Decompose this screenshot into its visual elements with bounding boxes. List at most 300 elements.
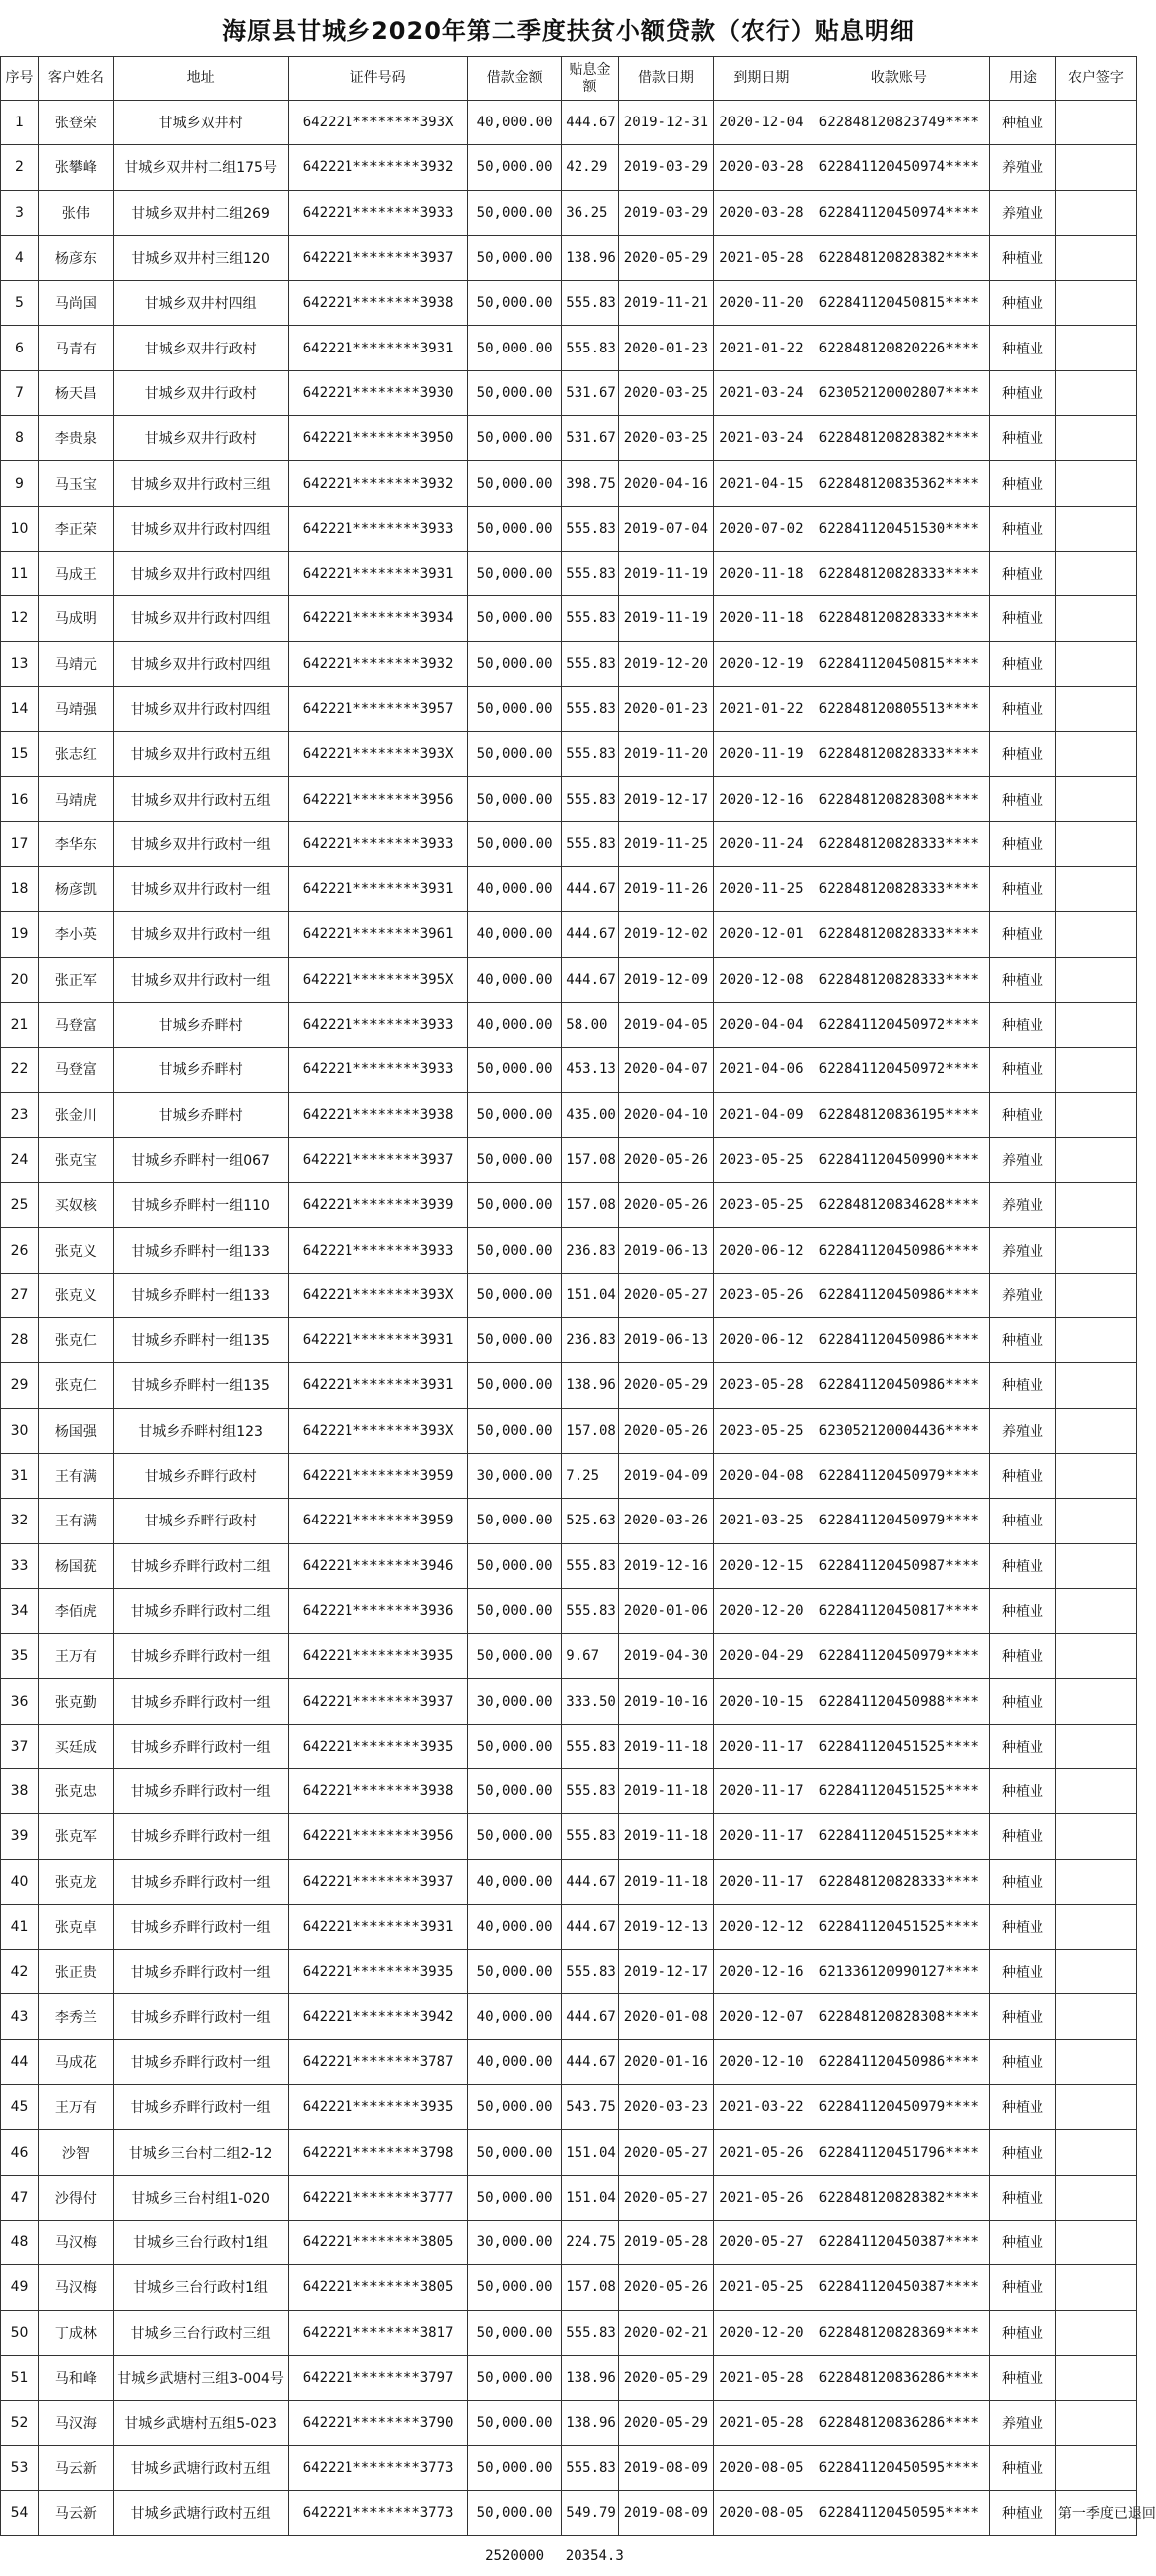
cell-name: 马尚国 (38, 281, 113, 326)
cell-loan-amount: 50,000.00 (467, 1318, 561, 1363)
cell-interest-amount: 151.04 (562, 1273, 618, 1317)
cell-purpose: 养殖业 (990, 1408, 1056, 1453)
cell-index: 32 (1, 1499, 39, 1543)
cell-purpose: 种植业 (990, 281, 1056, 326)
cell-interest-amount: 453.13 (562, 1048, 618, 1092)
cell-purpose: 种植业 (990, 2490, 1056, 2535)
table-row (1, 1363, 1137, 1408)
subsidy-table (0, 56, 1156, 2576)
cell-id-number: 642221********3956 (289, 1814, 468, 1859)
table-row (1, 1904, 1137, 1949)
cell-account: 622848120836286**** (809, 2355, 990, 2400)
cell-id-number: 642221********3933 (289, 1228, 468, 1273)
table-row (1, 1679, 1137, 1724)
table-row (1, 2265, 1137, 2310)
cell-signature (1055, 2130, 1136, 2175)
cell-address: 甘城乡乔畔村一组133 (113, 1273, 288, 1317)
col-header-index: 序号 (1, 57, 39, 101)
cell-due-date: 2020-11-20 (714, 281, 809, 326)
cell-loan-date: 2020-05-27 (618, 2175, 713, 2220)
cell-loan-date: 2020-03-25 (618, 370, 713, 415)
col-header-due-date: 到期日期 (714, 57, 809, 101)
table-row (1, 912, 1137, 957)
table-row (1, 506, 1137, 551)
cell-due-date: 2020-03-28 (714, 190, 809, 235)
cell-loan-date: 2019-11-18 (618, 1859, 713, 1904)
cell-name: 张志红 (38, 732, 113, 777)
cell-purpose: 种植业 (990, 506, 1056, 551)
cell-due-date: 2021-05-28 (714, 235, 809, 280)
cell-purpose: 种植业 (990, 1679, 1056, 1724)
cell-name: 张克军 (38, 1814, 113, 1859)
cell-id-number: 642221********3938 (289, 1768, 468, 1813)
cell-interest-amount: 555.83 (562, 1768, 618, 1813)
cell-address: 甘城乡乔畔行政村一组 (113, 1814, 288, 1859)
cell-loan-amount: 40,000.00 (467, 1994, 561, 2039)
cell-account: 622841120450990**** (809, 1137, 990, 1182)
cell-purpose: 种植业 (990, 1859, 1056, 1904)
cell-name: 张克卓 (38, 1904, 113, 1949)
cell-loan-amount: 50,000.00 (467, 1588, 561, 1633)
table-row (1, 2310, 1137, 2355)
cell-id-number: 642221********3805 (289, 2220, 468, 2264)
cell-purpose: 种植业 (990, 1002, 1056, 1047)
cell-loan-amount: 50,000.00 (467, 732, 561, 777)
cell-id-number: 642221********393X (289, 1273, 468, 1317)
cell-due-date: 2020-12-01 (714, 912, 809, 957)
cell-address: 甘城乡双井村四组 (113, 281, 288, 326)
cell-account: 622848120823749**** (809, 101, 990, 145)
cell-loan-date: 2019-08-09 (618, 2490, 713, 2535)
cell-purpose: 养殖业 (990, 1183, 1056, 1228)
cell-loan-date: 2019-12-20 (618, 641, 713, 686)
cell-interest-amount: 525.63 (562, 1499, 618, 1543)
cell-account: 622848120828333**** (809, 732, 990, 777)
cell-index: 27 (1, 1273, 39, 1317)
cell-account: 622841120450979**** (809, 1453, 990, 1498)
cell-signature (1055, 2310, 1136, 2355)
cell-id-number: 642221********3798 (289, 2130, 468, 2175)
cell-interest-amount: 444.67 (562, 1859, 618, 1904)
cell-interest-amount: 36.25 (562, 190, 618, 235)
cell-loan-amount: 50,000.00 (467, 281, 561, 326)
col-header-signature: 农户签字 (1055, 57, 1136, 101)
cell-name: 马靖虎 (38, 777, 113, 821)
cell-due-date: 2020-03-28 (714, 145, 809, 190)
table-row (1, 416, 1137, 461)
cell-address: 甘城乡乔畔行政村二组 (113, 1543, 288, 1588)
table-row (1, 777, 1137, 821)
cell-id-number: 642221********3933 (289, 506, 468, 551)
cell-address: 甘城乡武塘村五组5-023 (113, 2401, 288, 2446)
cell-id-number: 642221********3933 (289, 1048, 468, 1092)
cell-interest-amount: 444.67 (562, 912, 618, 957)
cell-name: 张伟 (38, 190, 113, 235)
cell-signature (1055, 2175, 1136, 2220)
table-row (1, 2446, 1137, 2490)
cell-loan-amount: 50,000.00 (467, 2085, 561, 2130)
cell-loan-date: 2020-01-23 (618, 326, 713, 370)
cell-address: 甘城乡乔畔村一组135 (113, 1318, 288, 1363)
cell-loan-amount: 50,000.00 (467, 145, 561, 190)
cell-loan-amount: 50,000.00 (467, 1768, 561, 1813)
cell-account: 622848120836195**** (809, 1092, 990, 1137)
cell-id-number: 642221********3938 (289, 281, 468, 326)
cell-account: 622848120828333**** (809, 957, 990, 1002)
cell-loan-amount: 50,000.00 (467, 2446, 561, 2490)
cell-id-number: 642221********3959 (289, 1453, 468, 1498)
table-row (1, 461, 1137, 506)
cell-id-number: 642221********3937 (289, 1859, 468, 1904)
cell-purpose: 种植业 (990, 1453, 1056, 1498)
cell-signature (1055, 1002, 1136, 1047)
cell-id-number: 642221********3935 (289, 1634, 468, 1679)
cell-id-number: 642221********3937 (289, 1137, 468, 1182)
cell-account: 621336120990127**** (809, 1950, 990, 1994)
cell-signature (1055, 2401, 1136, 2446)
cell-name: 张克义 (38, 1273, 113, 1317)
cell-account: 622841120451530**** (809, 506, 990, 551)
cell-signature (1055, 1453, 1136, 1498)
cell-loan-amount: 50,000.00 (467, 235, 561, 280)
cell-due-date: 2020-12-04 (714, 101, 809, 145)
cell-purpose: 种植业 (990, 2265, 1056, 2310)
cell-interest-amount: 236.83 (562, 1228, 618, 1273)
cell-account: 622841120451525**** (809, 1724, 990, 1768)
col-header-name: 客户姓名 (38, 57, 113, 101)
cell-name: 马成明 (38, 596, 113, 641)
col-header-purpose: 用途 (990, 57, 1056, 101)
cell-index: 33 (1, 1543, 39, 1588)
cell-loan-date: 2020-02-21 (618, 2310, 713, 2355)
cell-purpose: 种植业 (990, 1363, 1056, 1408)
cell-account: 622848120834628**** (809, 1183, 990, 1228)
cell-purpose: 种植业 (990, 641, 1056, 686)
cell-due-date: 2021-03-24 (714, 416, 809, 461)
cell-interest-amount: 157.08 (562, 2265, 618, 2310)
cell-index: 54 (1, 2490, 39, 2535)
cell-signature (1055, 416, 1136, 461)
cell-interest-amount: 444.67 (562, 1904, 618, 1949)
cell-due-date: 2020-11-18 (714, 596, 809, 641)
cell-id-number: 642221********393X (289, 732, 468, 777)
cell-due-date: 2020-12-20 (714, 1588, 809, 1633)
cell-loan-amount: 50,000.00 (467, 1183, 561, 1228)
cell-id-number: 642221********3805 (289, 2265, 468, 2310)
cell-id-number: 642221********3935 (289, 1950, 468, 1994)
table-row (1, 1499, 1137, 1543)
cell-signature (1055, 2355, 1136, 2400)
cell-id-number: 642221********3773 (289, 2446, 468, 2490)
cell-name: 马云新 (38, 2490, 113, 2535)
table-row (1, 821, 1137, 866)
cell-loan-amount: 50,000.00 (467, 1724, 561, 1768)
cell-address: 甘城乡乔畔村 (113, 1048, 288, 1092)
cell-purpose: 养殖业 (990, 145, 1056, 190)
cell-account: 622841120451525**** (809, 1814, 990, 1859)
cell-signature (1055, 2265, 1136, 2310)
cell-account: 622848120828333**** (809, 551, 990, 595)
cell-loan-amount: 50,000.00 (467, 641, 561, 686)
cell-loan-date: 2019-11-18 (618, 1768, 713, 1813)
cell-name: 买廷成 (38, 1724, 113, 1768)
cell-account: 622848120828333**** (809, 596, 990, 641)
cell-loan-date: 2019-10-16 (618, 1679, 713, 1724)
cell-id-number: 642221********3935 (289, 1724, 468, 1768)
cell-account: 622841120450974**** (809, 190, 990, 235)
cell-purpose: 种植业 (990, 1994, 1056, 2039)
cell-index: 35 (1, 1634, 39, 1679)
cell-loan-amount: 40,000.00 (467, 1002, 561, 1047)
cell-index: 45 (1, 2085, 39, 2130)
cell-loan-amount: 50,000.00 (467, 326, 561, 370)
cell-due-date: 2021-03-24 (714, 370, 809, 415)
cell-index: 16 (1, 777, 39, 821)
cell-loan-date: 2019-11-26 (618, 867, 713, 912)
cell-id-number: 642221********3959 (289, 1499, 468, 1543)
cell-loan-date: 2020-05-26 (618, 2265, 713, 2310)
cell-loan-date: 2019-04-09 (618, 1453, 713, 1498)
table-row (1, 370, 1137, 415)
cell-name: 张克仁 (38, 1318, 113, 1363)
cell-account: 622841120450387**** (809, 2220, 990, 2264)
cell-loan-date: 2019-08-09 (618, 2446, 713, 2490)
cell-loan-date: 2019-11-25 (618, 821, 713, 866)
cell-id-number: 642221********3777 (289, 2175, 468, 2220)
cell-id-number: 642221********3932 (289, 641, 468, 686)
cell-id-number: 642221********3931 (289, 1318, 468, 1363)
cell-account: 622848120828382**** (809, 235, 990, 280)
cell-id-number: 642221********3932 (289, 461, 468, 506)
cell-loan-date: 2020-05-26 (618, 1183, 713, 1228)
table-row (1, 1724, 1137, 1768)
cell-index: 25 (1, 1183, 39, 1228)
cell-index: 53 (1, 2446, 39, 2490)
cell-account: 622841120450979**** (809, 1634, 990, 1679)
cell-due-date: 2020-04-29 (714, 1634, 809, 1679)
cell-name: 马青有 (38, 326, 113, 370)
table-row (1, 1048, 1137, 1092)
cell-loan-date: 2020-01-16 (618, 2039, 713, 2084)
cell-address: 甘城乡乔畔行政村二组 (113, 1588, 288, 1633)
cell-due-date: 2020-06-12 (714, 1318, 809, 1363)
header-row (1, 57, 1137, 101)
cell-account: 622848120835362**** (809, 461, 990, 506)
cell-due-date: 2021-03-25 (714, 1499, 809, 1543)
cell-index: 14 (1, 686, 39, 731)
cell-account: 622841120451525**** (809, 1768, 990, 1813)
cell-index: 24 (1, 1137, 39, 1182)
table-row (1, 1768, 1137, 1813)
cell-index: 42 (1, 1950, 39, 1994)
cell-loan-date: 2019-04-30 (618, 1634, 713, 1679)
cell-address: 甘城乡双井村二组269 (113, 190, 288, 235)
table-row (1, 1092, 1137, 1137)
cell-loan-date: 2020-03-26 (618, 1499, 713, 1543)
cell-interest-amount: 151.04 (562, 2175, 618, 2220)
cell-id-number: 642221********3933 (289, 821, 468, 866)
cell-name: 张克义 (38, 1228, 113, 1273)
cell-address: 甘城乡双井行政村 (113, 416, 288, 461)
table-row (1, 145, 1137, 190)
cell-signature (1055, 1950, 1136, 1994)
cell-loan-amount: 50,000.00 (467, 777, 561, 821)
cell-loan-date: 2019-11-19 (618, 596, 713, 641)
cell-index: 4 (1, 235, 39, 280)
cell-due-date: 2020-12-16 (714, 1950, 809, 1994)
cell-due-date: 2020-05-27 (714, 2220, 809, 2264)
table-row (1, 1814, 1137, 1859)
cell-loan-date: 2019-03-29 (618, 145, 713, 190)
cell-loan-date: 2019-05-28 (618, 2220, 713, 2264)
cell-account: 622841120450986**** (809, 1273, 990, 1317)
table-row (1, 2130, 1137, 2175)
cell-loan-amount: 30,000.00 (467, 1453, 561, 1498)
cell-id-number: 642221********3934 (289, 596, 468, 641)
cell-signature (1055, 1363, 1136, 1408)
cell-address: 甘城乡双井行政村一组 (113, 912, 288, 957)
cell-loan-amount: 50,000.00 (467, 1814, 561, 1859)
cell-name: 张正贵 (38, 1950, 113, 1994)
table-row (1, 957, 1137, 1002)
cell-interest-amount: 444.67 (562, 867, 618, 912)
cell-due-date: 2021-05-28 (714, 2355, 809, 2400)
cell-signature (1055, 777, 1136, 821)
cell-index: 21 (1, 1002, 39, 1047)
cell-name: 李佰虎 (38, 1588, 113, 1633)
cell-name: 王有满 (38, 1499, 113, 1543)
table-row (1, 2220, 1137, 2264)
cell-id-number: 642221********3931 (289, 326, 468, 370)
cell-account: 622841120450988**** (809, 1679, 990, 1724)
cell-interest-amount: 555.83 (562, 1724, 618, 1768)
cell-loan-amount: 50,000.00 (467, 1634, 561, 1679)
cell-address: 甘城乡乔畔村一组133 (113, 1228, 288, 1273)
cell-address: 甘城乡乔畔行政村 (113, 1499, 288, 1543)
cell-name: 杨彦凯 (38, 867, 113, 912)
cell-name: 李正荣 (38, 506, 113, 551)
cell-purpose: 种植业 (990, 416, 1056, 461)
cell-address: 甘城乡双井行政村一组 (113, 957, 288, 1002)
cell-index: 48 (1, 2220, 39, 2264)
cell-signature (1055, 821, 1136, 866)
cell-index: 15 (1, 732, 39, 777)
cell-due-date: 2020-11-17 (714, 1768, 809, 1813)
cell-id-number: 642221********3932 (289, 145, 468, 190)
cell-index: 49 (1, 2265, 39, 2310)
cell-due-date: 2021-05-26 (714, 2130, 809, 2175)
cell-purpose: 养殖业 (990, 190, 1056, 235)
cell-due-date: 2021-05-25 (714, 2265, 809, 2310)
cell-index: 22 (1, 1048, 39, 1092)
cell-purpose: 种植业 (990, 1092, 1056, 1137)
cell-id-number: 642221********3933 (289, 1002, 468, 1047)
cell-id-number: 642221********3942 (289, 1994, 468, 2039)
cell-loan-amount: 50,000.00 (467, 1048, 561, 1092)
cell-purpose: 种植业 (990, 1768, 1056, 1813)
cell-loan-amount: 50,000.00 (467, 551, 561, 595)
cell-due-date: 2021-01-22 (714, 686, 809, 731)
cell-index: 19 (1, 912, 39, 957)
col-header-id-number: 证件号码 (289, 57, 468, 101)
cell-loan-date: 2019-11-18 (618, 1724, 713, 1768)
cell-due-date: 2020-12-19 (714, 641, 809, 686)
cell-interest-amount: 531.67 (562, 370, 618, 415)
cell-due-date: 2020-12-15 (714, 1543, 809, 1588)
cell-purpose: 种植业 (990, 2220, 1056, 2264)
col-header-address: 地址 (113, 57, 288, 101)
cell-address: 甘城乡三台行政村1组 (113, 2265, 288, 2310)
cell-signature (1055, 506, 1136, 551)
cell-name: 王万有 (38, 1634, 113, 1679)
cell-due-date: 2020-11-17 (714, 1859, 809, 1904)
cell-loan-amount: 50,000.00 (467, 2265, 561, 2310)
cell-name: 王万有 (38, 2085, 113, 2130)
cell-loan-date: 2019-06-13 (618, 1228, 713, 1273)
cell-name: 马靖强 (38, 686, 113, 731)
cell-account: 622848120828333**** (809, 912, 990, 957)
cell-signature (1055, 1499, 1136, 1543)
cell-loan-amount: 40,000.00 (467, 867, 561, 912)
cell-loan-amount: 50,000.00 (467, 2355, 561, 2400)
cell-loan-date: 2019-03-29 (618, 190, 713, 235)
cell-account: 622841120450387**** (809, 2265, 990, 2310)
cell-index: 17 (1, 821, 39, 866)
cell-due-date: 2020-11-19 (714, 732, 809, 777)
col-header-interest-amount: 贴息金额 (562, 57, 618, 101)
cell-account: 622841120450979**** (809, 1499, 990, 1543)
cell-account: 622848120828333**** (809, 1859, 990, 1904)
cell-interest-amount: 236.83 (562, 1318, 618, 1363)
cell-account: 622841120450974**** (809, 145, 990, 190)
cell-purpose: 种植业 (990, 370, 1056, 415)
cell-index: 44 (1, 2039, 39, 2084)
cell-signature (1055, 957, 1136, 1002)
cell-id-number: 642221********3790 (289, 2401, 468, 2446)
cell-address: 甘城乡三台村组1-020 (113, 2175, 288, 2220)
cell-due-date: 2020-12-12 (714, 1904, 809, 1949)
cell-interest-amount: 157.08 (562, 1183, 618, 1228)
cell-signature (1055, 912, 1136, 957)
cell-signature (1055, 1634, 1136, 1679)
cell-purpose: 种植业 (990, 686, 1056, 731)
cell-address: 甘城乡双井行政村四组 (113, 641, 288, 686)
cell-name: 马和峰 (38, 2355, 113, 2400)
cell-signature: 第一季度已退回 (1055, 2490, 1136, 2535)
cell-account: 622841120450815**** (809, 281, 990, 326)
cell-interest-amount: 555.83 (562, 821, 618, 866)
cell-index: 1 (1, 101, 39, 145)
cell-due-date: 2020-11-25 (714, 867, 809, 912)
totals-spacer-right (618, 2536, 1136, 2576)
table-row (1, 2039, 1137, 2084)
cell-account: 622841120450972**** (809, 1002, 990, 1047)
cell-loan-date: 2020-05-26 (618, 1408, 713, 1453)
cell-index: 29 (1, 1363, 39, 1408)
cell-interest-amount: 444.67 (562, 1994, 618, 2039)
cell-name: 马云新 (38, 2446, 113, 2490)
cell-due-date: 2020-11-24 (714, 821, 809, 866)
cell-id-number: 642221********395X (289, 957, 468, 1002)
cell-id-number: 642221********3773 (289, 2490, 468, 2535)
cell-loan-date: 2019-12-17 (618, 1950, 713, 1994)
cell-account: 622848120836286**** (809, 2401, 990, 2446)
cell-purpose: 种植业 (990, 1499, 1056, 1543)
cell-name: 杨彦东 (38, 235, 113, 280)
cell-due-date: 2020-11-17 (714, 1724, 809, 1768)
cell-account: 622841120451525**** (809, 1904, 990, 1949)
cell-interest-amount: 398.75 (562, 461, 618, 506)
